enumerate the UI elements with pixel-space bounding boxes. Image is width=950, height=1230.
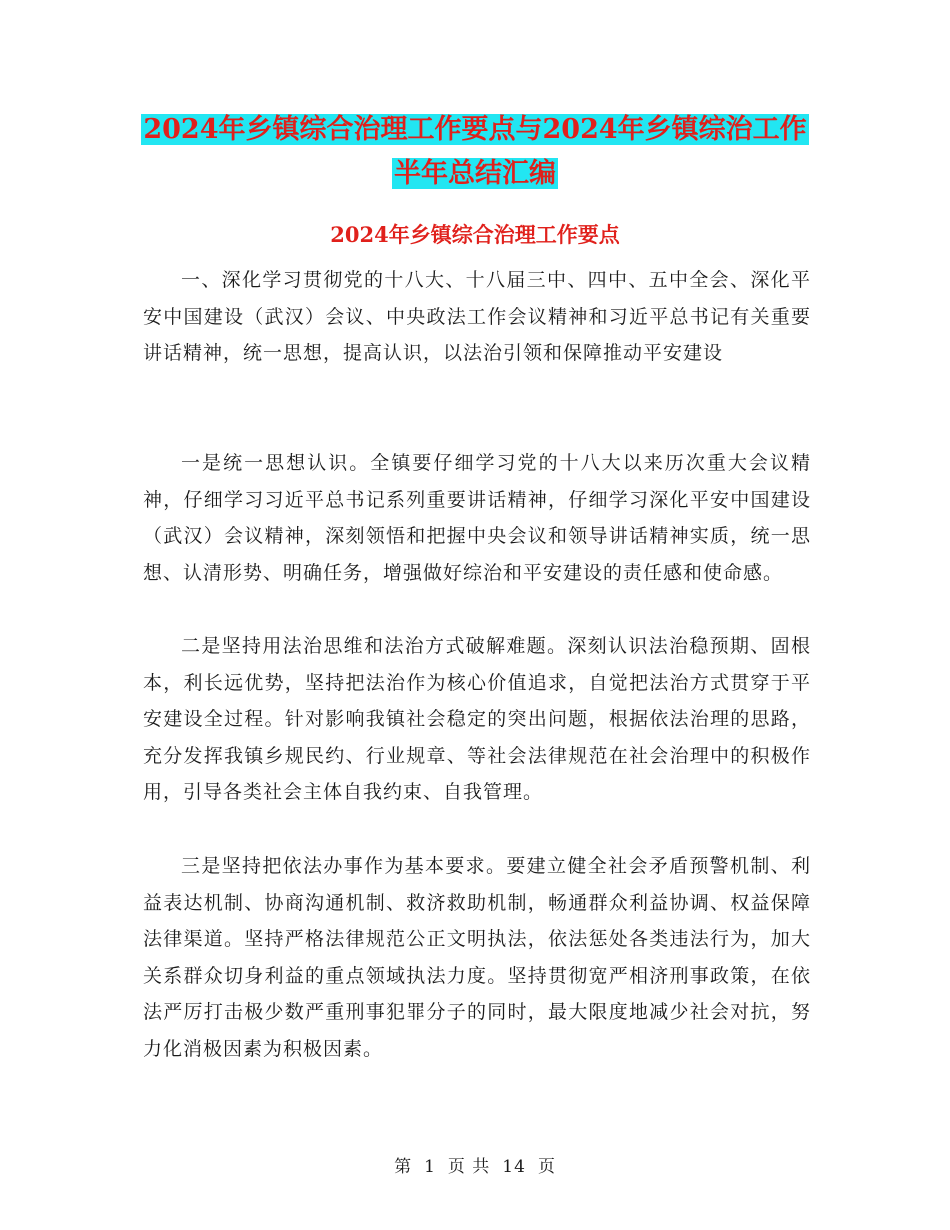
title-highlight: 半年总结汇编	[394, 158, 556, 189]
title-highlight: 2024年乡镇综合治理工作要点与2024年乡镇综治工作	[143, 114, 807, 145]
body-paragraph-block	[143, 628, 811, 811]
paragraph: 一是统一思想认识。全镇要仔细学习党的十八大以来历次重大会议精神，仔细学习习近平总书记系列重要讲话精神，仔细学习深化平安中国建设（武汉）会议精神，深刻领悟和把握中央会议和领导讲话精神实质，统一思想、认清形势、明确任务，增强做好综治和平安建设的责任感和使命感。	[143, 452, 811, 584]
body-paragraph-block	[143, 445, 811, 591]
paragraph: 一、深化学习贯彻党的十八大、十八届三中、四中、五中全会、深化平安中国建设（武汉）会议、中央政法工作会议精神和习近平总书记有关重要讲话精神，统一思想，提高认识，以法治引领和保障推动平安建设	[143, 269, 811, 364]
page-number: 1	[424, 1157, 436, 1177]
paragraph: 二是坚持用法治思维和法治方式破解难题。深刻认识法治稳预期、固根本，利长远优势，坚持把法治作为核心价值追求，自觉把法治方式贯穿于平安建设全过程。针对影响我镇社会稳定的突出问题，根据依法治理的思路，充分发挥我镇乡规民约、行业规章、等社会法律规范在社会治理中的积极作用，引导各类社会主体自我约束、自我管理。	[143, 635, 811, 803]
page-footer	[0, 1152, 950, 1177]
body-paragraph-block	[143, 848, 811, 1067]
document-title-line-1	[0, 108, 950, 152]
body-paragraph-block	[143, 262, 811, 372]
footer-suffix: 页	[537, 1157, 556, 1177]
footer-middle: 页 共	[447, 1157, 491, 1177]
section-title: 2024年乡镇综合治理工作要点	[330, 222, 620, 247]
paragraph: 三是坚持把依法办事作为基本要求。要建立健全社会矛盾预警机制、利益表达机制、协商沟通机制、救济救助机制，畅通群众利益协调、权益保障法律渠道。坚持严格法律规范公正文明执法，依法惩处各类违法行为，加大关系群众切身利益的重点领域执法力度。坚持贯彻宽严相济刑事政策，在依法严厉打击极少数严重刑事犯罪分子的同时，最大限度地减少社会对抗，努力化消极因素为积极因素。	[143, 855, 811, 1060]
footer-prefix: 第	[394, 1157, 413, 1177]
page-total: 14	[502, 1157, 526, 1177]
document-title-line-2	[0, 152, 950, 196]
